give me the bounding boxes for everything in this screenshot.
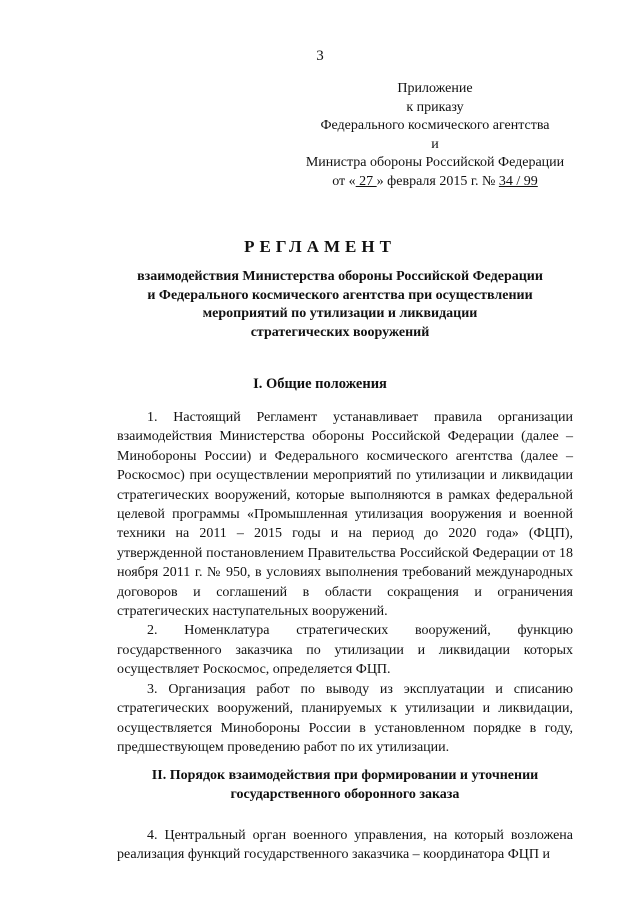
annex-line: Приложение bbox=[397, 81, 473, 96]
annex-line: к приказу bbox=[406, 99, 464, 115]
annex-line: Федерального космического агентства bbox=[320, 118, 550, 133]
document-subtitle bbox=[110, 268, 570, 342]
subtitle-line: мероприятий по утилизации и ликвидации bbox=[202, 306, 478, 321]
paragraph: 2. Номенклатура стратегических вооружений, функцию государственного заказчика по утилизации и ликвидации которых осуществляет Роскосмос, определяется ФЦП. bbox=[117, 623, 573, 678]
annex-line: Министра обороны Российской Федерации bbox=[305, 155, 565, 170]
paragraph: 4. Центральный орган военного управления, на который возложена реализация функций государственного заказчика – координатора ФЦП и bbox=[117, 828, 573, 863]
section-heading-line: II. Порядок взаимодействия при формировании и уточнении bbox=[151, 768, 539, 783]
annex-date-line bbox=[290, 173, 580, 192]
section-body bbox=[117, 826, 573, 865]
section-heading: I. Общие положения bbox=[253, 376, 387, 392]
section-body bbox=[117, 408, 573, 757]
annex-line: и bbox=[431, 136, 439, 152]
annex-header bbox=[290, 80, 580, 191]
document-title: РЕГЛАМЕНТ bbox=[244, 237, 396, 256]
paragraph: 1. Настоящий Регламент устанавливает правила организации взаимодействия Министерства обороны Российской Федерации (далее – Минобороны России) и Федерального космического агентства (далее – Роскосмос) при осуществлении мероприятий по утилизации и ликвидации стратегических вооружений, которые выполняются в рамках федеральной целевой программы «Промышленная утилизация вооружения и военной техники на 2011 – 2015 годы и на период до 2020 года» (ФЦП), утвержденной постановлением Правительства Российской Федерации от 18 ноября 2011 г. № 950, в условиях выполнения требований международных договоров и соглашений в области сокращения и ограничения стратегических наступательных вооружений. bbox=[117, 410, 573, 620]
subtitle-line: взаимодействия Министерства обороны Российской Федерации bbox=[137, 269, 543, 284]
subtitle-line: и Федерального космического агентства при осуществлении bbox=[147, 287, 533, 303]
subtitle-line: стратегических вооружений bbox=[250, 324, 430, 340]
paragraph: 3. Организация работ по выводу из эксплуатации и списанию стратегических вооружений, планируемых к утилизации и ликвидации, осуществляется Минобороны России в установленном порядке в году, предшествующем проведению работ по их утилизации. bbox=[117, 681, 573, 755]
section-heading-line: государственного оборонного заказа bbox=[230, 787, 460, 802]
order-number: 34 / 99 bbox=[498, 173, 538, 189]
section-heading bbox=[110, 766, 580, 804]
order-day: 27 bbox=[355, 173, 377, 189]
date-prefix: от « bbox=[332, 173, 356, 189]
date-middle: » февраля 2015 г. № bbox=[376, 173, 499, 189]
page-number: 3 bbox=[316, 48, 324, 64]
